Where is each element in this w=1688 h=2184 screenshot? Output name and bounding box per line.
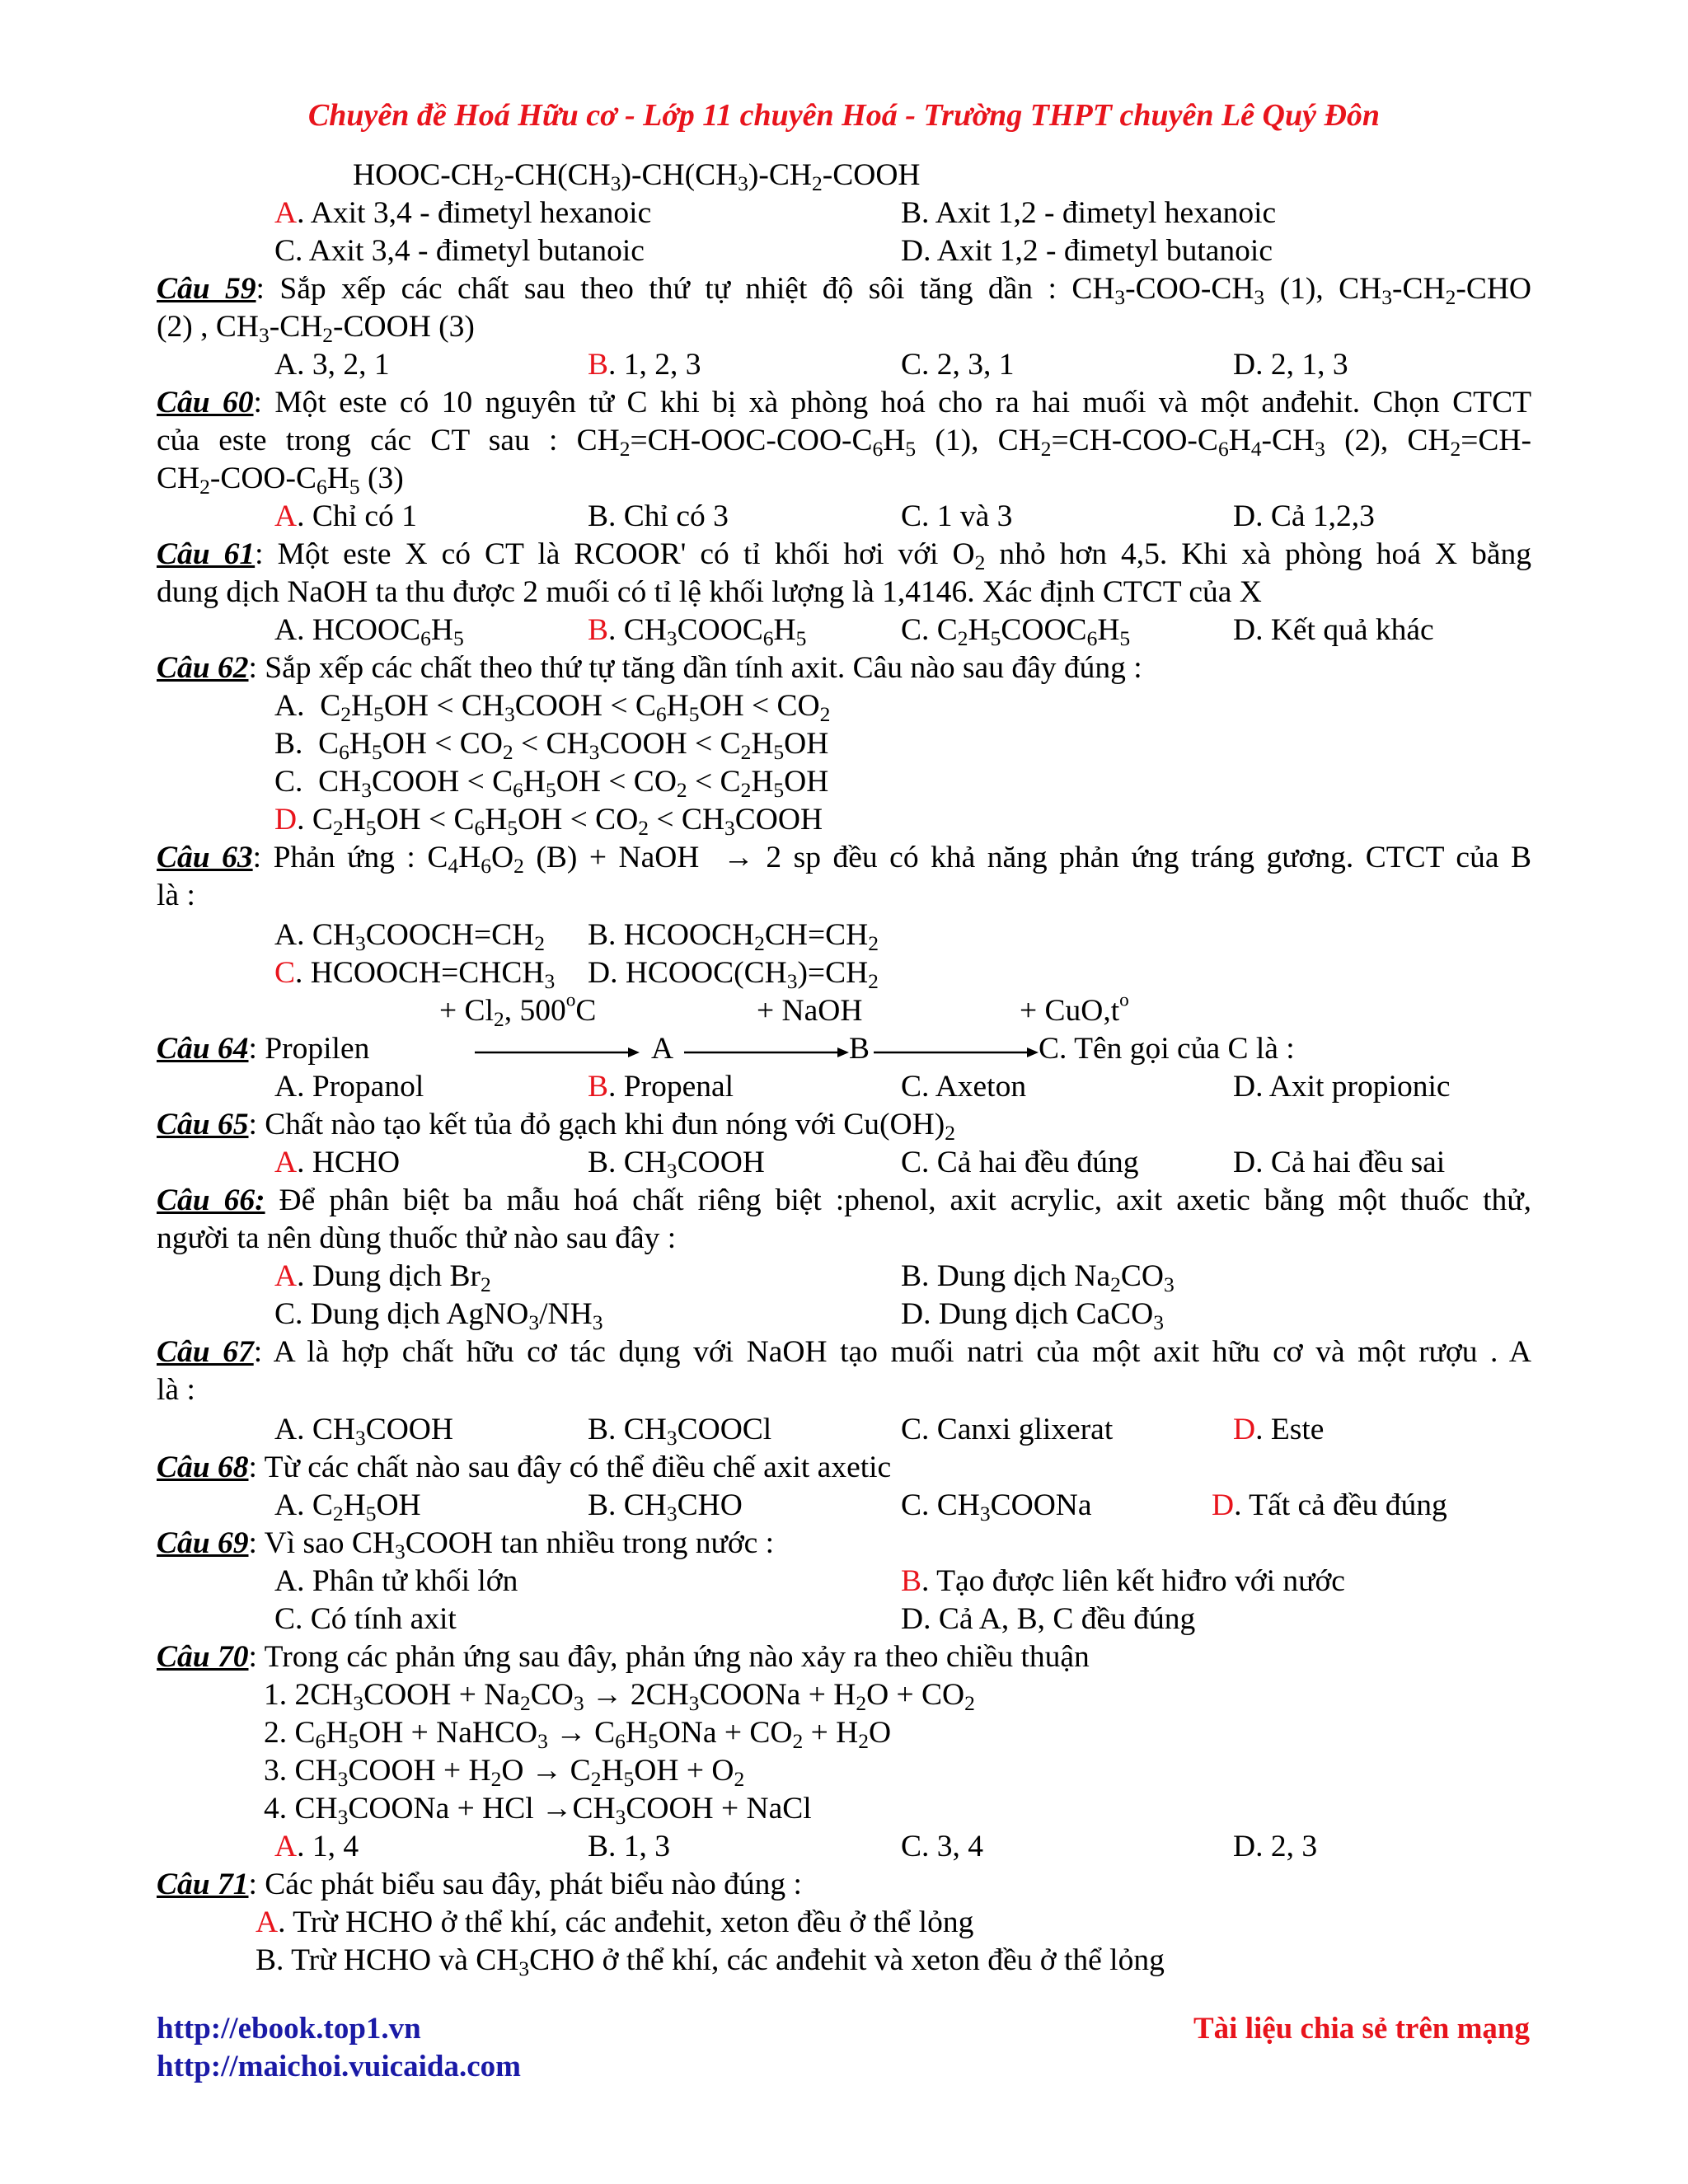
page-header: Chuyên đề Hoá Hữu cơ - Lớp 11 chuyên Hoá - Trường THPT chuyên Lê Quý Đôn bbox=[307, 98, 1381, 133]
q63-option-c[interactable]: C. $HCOOCH=CHCH_3$ bbox=[274, 956, 556, 994]
q64-stem: Câu 64: Propilen bbox=[157, 1032, 370, 1066]
q66-stem-line2: người ta nên dùng thuốc thử nào sau đây : bbox=[157, 1221, 677, 1255]
q64-compound-a: A bbox=[651, 1032, 674, 1066]
q59-option-b[interactable]: B. 1, 2, 3 bbox=[588, 348, 701, 382]
q69-option-c[interactable]: C. Có tính axit bbox=[274, 1602, 457, 1636]
q70-reaction-2: 2. $C_6H_5OH$ + NaHCO$_3$ → $C_6H_5ONa + CO_2 + H_2O$ bbox=[264, 1716, 892, 1754]
q68-option-c[interactable]: C. $CH_3COONa$ bbox=[901, 1488, 1092, 1526]
q70-option-d[interactable]: D. 2, 3 bbox=[1233, 1830, 1318, 1863]
q70-stem: Câu 70: Trong các phản ứng sau đây, phản ứng nào xảy ra theo chiều thuận bbox=[157, 1640, 1090, 1674]
q62-stem: Câu 62: Sắp xếp các chất theo thứ tự tăng dần tính axit. Câu nào sau đây đúng : bbox=[157, 651, 1142, 685]
q66-stem: Câu 66: Để phân biệt ba mẫu hoá chất riêng biệt :phenol, axit acrylic, axit axetic bằng một thuốc thử, bbox=[157, 1183, 1531, 1217]
q61-option-d[interactable]: D. Kết quả khác bbox=[1233, 613, 1434, 647]
q58-formula: HOOC-$CH_2-CH(CH_3)-CH(CH_3)-CH_2$-COOH bbox=[353, 158, 921, 196]
q67-stem: Câu 67: A là hợp chất hữu cơ tác dụng với NaOH tạo muối natri của một axit hữu cơ và một rượu . A bbox=[157, 1335, 1531, 1369]
q66-option-a[interactable]: A. Dung dịch $Br_2$ bbox=[274, 1259, 491, 1297]
q61-option-b[interactable]: B. $CH_3COOC_6H_5$ bbox=[588, 613, 807, 651]
q60-option-c[interactable]: C. 1 và 3 bbox=[901, 499, 1013, 533]
q71-stem: Câu 71: Các phát biểu sau đây, phát biểu nào đúng : bbox=[157, 1868, 802, 1901]
q70-option-b[interactable]: B. 1, 3 bbox=[588, 1830, 671, 1863]
q68-option-d[interactable]: D. Tất cả đều đúng bbox=[1212, 1488, 1447, 1522]
q64-condition-3: + $CuO,t^o$ bbox=[1020, 989, 1129, 1028]
q70-reaction-1: 1. $2CH_3COOH + Na_2CO_3$ → $2CH_3COONa + H_2O + CO_2$ bbox=[264, 1678, 975, 1716]
q60-option-d[interactable]: D. Cả 1,2,3 bbox=[1233, 499, 1375, 533]
q58-option-b[interactable]: B. Axit 1,2 - đimetyl hexanoic bbox=[901, 196, 1277, 230]
q62-option-a[interactable]: A. $C_2H_5OH$ < $CH_3COOH < C_6H_5OH < CO_2$ bbox=[274, 689, 831, 727]
q63-option-d[interactable]: D. $HCOOC(CH_3)=CH_2$ bbox=[588, 956, 879, 994]
q61-stem-line2: dung dịch NaOH ta thu được 2 muối có tỉ lệ khối lượng là 1,4146. Xác định CTCT của X bbox=[157, 575, 1262, 609]
q59-stem: Câu 59: Sắp xếp các chất sau theo thứ tự nhiệt độ sôi tăng dần : $CH_3-COO-CH_3$ (1), $CH_3-CH_2$-CHO bbox=[157, 272, 1531, 310]
q66-option-b[interactable]: B. Dung dịch $Na_2CO_3$ bbox=[901, 1259, 1175, 1297]
q67-option-d[interactable]: D. Este bbox=[1233, 1413, 1325, 1446]
q61-stem: Câu 61: Một este X có CT là RCOOR' có tỉ khối hơi với $O_2$ nhỏ hơn 4,5. Khi xà phòng hoá X bằng bbox=[157, 537, 1531, 575]
q64-option-c[interactable]: C. Axeton bbox=[901, 1070, 1027, 1104]
q71-option-b[interactable]: B. Trừ HCHO và $CH_3CHO$ ở thể khí, các anđehit và xeton đều ở thể lỏng bbox=[256, 1943, 1165, 1981]
reaction-arrow-3-icon bbox=[874, 1047, 1039, 1058]
q71-option-a[interactable]: A. Trừ HCHO ở thể khí, các anđehit, xeton đều ở thể lỏng bbox=[256, 1905, 974, 1939]
q68-option-b[interactable]: B. $CH_3CHO$ bbox=[588, 1488, 743, 1526]
q69-stem: Câu 69: Vì sao $CH_3COOH$ tan nhiều trong nước : bbox=[157, 1526, 775, 1564]
q62-option-d[interactable]: D. $C_2H_5OH < C_6H_5OH < CO_2$ < $CH_3COOH$ bbox=[274, 803, 823, 841]
q60-option-a[interactable]: A. Chỉ có 1 bbox=[274, 499, 417, 533]
q65-option-a[interactable]: A. HCHO bbox=[274, 1146, 401, 1179]
q63-stem: Câu 63: Phản ứng : $C_4H_6O_2$ (B) + NaOH → 2 sp đều có khả năng phản ứng tráng gương. CTCT của B bbox=[157, 841, 1531, 879]
footer-link-maichoi[interactable]: http://maichoi.vuicaida.com bbox=[157, 2050, 521, 2083]
q58-option-d[interactable]: D. Axit 1,2 - đimetyl butanoic bbox=[901, 234, 1273, 268]
q59-stem-line2: (2) , $CH_3-CH_2$-COOH (3) bbox=[157, 310, 475, 348]
q64-condition-2: + NaOH bbox=[757, 994, 863, 1028]
reaction-arrow-1-icon bbox=[475, 1047, 640, 1058]
q67-option-c[interactable]: C. Canxi glixerat bbox=[901, 1413, 1114, 1446]
q70-option-a[interactable]: A. 1, 4 bbox=[274, 1830, 359, 1863]
q60-stem-line2: của este trong các CT sau : $CH_2=CH-OOC-COO-C_6H_5$ (1), $CH_2=CH-COO-C_6H_4-CH_3$ (2), $CH_2=CH-$ bbox=[157, 424, 1531, 462]
q58-option-c[interactable]: C. Axit 3,4 - đimetyl butanoic bbox=[274, 234, 645, 268]
q60-stem-line3: $CH_2-COO-C_6H_5$ (3) bbox=[157, 462, 404, 499]
q68-stem: Câu 68: Từ các chất nào sau đây có thể điều chế axit axetic bbox=[157, 1451, 892, 1484]
q62-option-c[interactable]: C. $CH_3COOH < C_6H_5OH < CO_2 < C_2H_5OH$ bbox=[274, 765, 829, 803]
q67-option-a[interactable]: A. $CH_3COOH$ bbox=[274, 1413, 453, 1451]
footer-note: Tài liệu chia sẻ trên mạng bbox=[1193, 2012, 1530, 2046]
q67-option-b[interactable]: B. $CH_3COOCl$ bbox=[588, 1413, 772, 1451]
q64-option-b[interactable]: B. Propenal bbox=[588, 1070, 734, 1104]
q65-option-b[interactable]: B. $CH_3COOH$ bbox=[588, 1146, 765, 1183]
q69-option-d[interactable]: D. Cả A, B, C đều đúng bbox=[901, 1602, 1196, 1636]
q67-stem-line2: là : bbox=[157, 1373, 195, 1407]
q69-option-a[interactable]: A. Phân tử khối lớn bbox=[274, 1564, 518, 1598]
q63-option-a[interactable]: A. $CH_3COOCH=CH_2$ bbox=[274, 918, 545, 956]
q66-option-c[interactable]: C. Dung dịch $AgNO_3/NH_3$ bbox=[274, 1297, 603, 1335]
q63-option-b[interactable]: B. $HCOOCH_2CH=CH_2$ bbox=[588, 918, 879, 956]
q59-option-c[interactable]: C. 2, 3, 1 bbox=[901, 348, 1015, 382]
q64-option-d[interactable]: D. Axit propionic bbox=[1233, 1070, 1451, 1104]
q64-condition-1: + $Cl_2$, 500$^o$C bbox=[439, 989, 597, 1032]
q61-option-a[interactable]: A. $HCOOC_6H_5$ bbox=[274, 613, 464, 651]
reaction-arrow-2-icon bbox=[684, 1047, 849, 1058]
q69-option-b[interactable]: B. Tạo được liên kết hiđro với nước bbox=[901, 1564, 1345, 1598]
q65-stem: Câu 65: Chất nào tạo kết tủa đỏ gạch khi đun nóng với $Cu(OH)_2$ bbox=[157, 1108, 955, 1146]
q70-reaction-3: 3. $CH_3COOH + H_2O \to C_2H_5OH + O_2$ bbox=[264, 1754, 745, 1792]
q59-option-a[interactable]: A. 3, 2, 1 bbox=[274, 348, 390, 382]
q68-option-a[interactable]: A. $C_2H_5OH$ bbox=[274, 1488, 421, 1526]
q61-option-c[interactable]: C. $C_2H_5COOC_6H_5$ bbox=[901, 613, 1131, 651]
q59-option-d[interactable]: D. 2, 1, 3 bbox=[1233, 348, 1348, 382]
q64-compound-c: C. Tên gọi của C là : bbox=[1039, 1032, 1295, 1066]
q64-option-a[interactable]: A. Propanol bbox=[274, 1070, 424, 1104]
q62-option-b[interactable]: B. $C_6H_5OH < CO_2$ < $CH_3COOH < C_2H_5OH$ bbox=[274, 727, 829, 765]
q65-option-c[interactable]: C. Cả hai đều đúng bbox=[901, 1146, 1139, 1179]
q60-stem: Câu 60: Một este có 10 nguyên tử C khi bị xà phòng hoá cho ra hai muối và một anđehit. Chọn CTCT bbox=[157, 386, 1531, 419]
q70-reaction-4: 4. $CH_3COONa$ + HCl $\to CH_3COOH$ + NaCl bbox=[264, 1792, 812, 1830]
q63-stem-line2: là : bbox=[157, 879, 195, 912]
footer-link-ebook[interactable]: http://ebook.top1.vn bbox=[157, 2012, 421, 2046]
q64-compound-b: B bbox=[849, 1032, 870, 1066]
q65-option-d[interactable]: D. Cả hai đều sai bbox=[1233, 1146, 1446, 1179]
q60-option-b[interactable]: B. Chỉ có 3 bbox=[588, 499, 729, 533]
q66-option-d[interactable]: D. Dung dịch CaCO$_3$ bbox=[901, 1297, 1164, 1335]
q70-option-c[interactable]: C. 3, 4 bbox=[901, 1830, 984, 1863]
q58-option-a[interactable]: A. Axit 3,4 - đimetyl hexanoic bbox=[274, 196, 652, 230]
